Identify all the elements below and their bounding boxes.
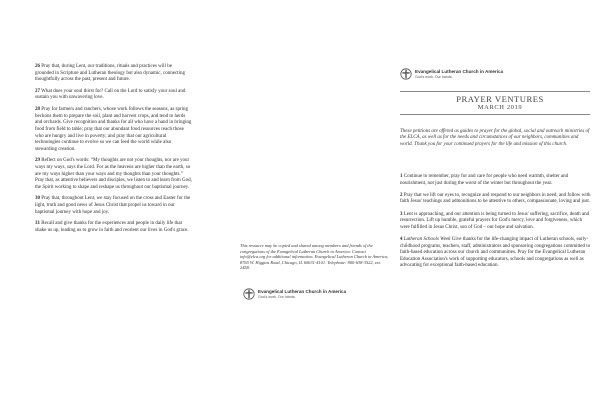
elca-logo	[400, 68, 503, 80]
elca-cross-icon	[243, 288, 255, 300]
masthead-rule-bottom	[400, 114, 590, 115]
prayer-number: 3	[400, 211, 403, 217]
prayer-text: Continue to remember, pray for and care for people who need warmth, shelter and nourishment, not just during the worst of the winter but throughout the year.	[400, 174, 569, 186]
prayer-text: Pray that, during Lent, our traditions, rituals and practices will be grounded in Scripture and Lutheran theology but also dynamic, connecting thoughtfully across the past, present and future.	[35, 64, 185, 83]
prayer-text: What does your soul thirst for? Call on the Lord to satisfy your soul and sustain you with unwavering love.	[35, 88, 186, 101]
prayer-entry	[35, 89, 192, 102]
prayer-number: 26	[35, 64, 40, 69]
prayer-text: Recall and give thanks for the experiences and people in daily life that shake us up, leading us to grow in faith and reorient our lives in God's grace.	[35, 221, 189, 233]
prayer-entry	[35, 196, 192, 216]
elca-cross-icon	[400, 68, 412, 80]
prayer-entry	[35, 64, 192, 84]
logo-tagline: God's work. Our hands.	[258, 294, 296, 299]
prayer-number: 30	[35, 196, 40, 202]
prayer-number: 2	[400, 192, 403, 198]
page-title: PRAYER VENTURES	[456, 94, 544, 104]
copyright-notice: This resource may be copied and shared among members and friends of the congregations of the Evangelical Lutheran Church in America. Contact info@elca.org for additional information. Evangelical Lutheran Church in America, 8765 W. Higgins Road, Chicago, IL 60631-4101. Telephone: 800-638-3522, ext. 2458.	[240, 243, 389, 271]
prayer-text: Lent is approaching, and our attention is being turned to Jesus' suffering, sacrifice, death and resurrection. Lift up humble, grateful prayers for God's mercy, love and forgiveness, which were fulfilled in Jesus Christ, son of God – our hope and salvation.	[400, 211, 590, 230]
prayer-number: 29	[35, 158, 40, 164]
elca-logo	[243, 288, 346, 300]
prayer-entry	[400, 212, 592, 232]
prayer-list	[400, 174, 592, 276]
prayer-entry	[35, 221, 192, 234]
prayer-number: 31	[35, 221, 40, 227]
middle-panel	[200, 0, 400, 400]
prayer-number: 4	[400, 237, 403, 243]
prayer-text: Reflect on God's words: “My thoughts are not your thoughts, nor are your ways my ways, says the Lord. For as the heavens are higher than the earth, so are my ways higher than your ways and my thoughts than your thoughts.” Pray that, as attentive believers and disciples, we listen to and learn from God, the Spirit working to shape and reshape us throughout our baptismal journey.	[35, 158, 192, 190]
right-panel	[400, 0, 600, 400]
prayer-entry	[35, 107, 192, 153]
prayer-entry	[400, 193, 592, 206]
page-subtitle: MARCH 2019	[477, 104, 523, 111]
prayer-number: 1	[400, 174, 403, 179]
prayer-text: Pray that we lift our eyes to, recognize and respond to our neighbors in need, and follow with faith Jesus' teachings and admonitions to be attentive to others, compassionate, loving and just.	[400, 192, 591, 205]
logo-name: Evangelical Lutheran Church in America	[258, 289, 347, 295]
left-panel	[0, 0, 200, 400]
prayer-text: Pray that, throughout Lent, we stay focused on the cross and Easter for the light, truth and good news of Jesus Christ that propel us toward in our baptismal journey with hope and joy.	[35, 196, 191, 215]
masthead-rule-top	[400, 91, 590, 92]
prayer-entry	[400, 174, 592, 187]
intro-paragraph: These petitions are offered as guides to prayer for the global, social and outreach ministries of the ELCA, as well as for the needs and circumstances of our neighbors, communities and world. Thank you for your continued prayers for the life and mission of this church.	[400, 129, 590, 147]
prayer-lead: Lutheran Schools Week	[403, 237, 451, 243]
logo-name: Evangelical Lutheran Church in America	[415, 69, 504, 75]
prayer-number: 28	[35, 107, 40, 113]
prayer-text: Pray for farmers and ranchers, whose work follows the seasons, as spring beckons them to prepare the soil, plant and harvest crops, and tend to herds and orchards. Give recognition and thanks for all who have a hand in bringing food from field to table; pray that our abundant food resources reach those who are hungry and live in poverty; and pray that our agricultural technologies continue to evolve so we can feed the world while also stewarding creation.	[35, 107, 192, 152]
prayer-text: Give thanks for the life-changing impact of Lutheran schools, early-childhood programs, teachers, staff, administrators and sponsoring congregations committed to faith-based education across our church and communities. Pray for the Evangelical Lutheran Education Association's work of supporting educators, schools and congregations as well as advocating for exceptional faith-based education.	[400, 237, 591, 269]
masthead	[400, 94, 600, 112]
prayer-entry	[400, 237, 592, 270]
prayer-number: 27	[35, 88, 40, 94]
prayer-entry	[35, 158, 192, 191]
logo-tagline: God's work. Our hands.	[415, 74, 453, 79]
